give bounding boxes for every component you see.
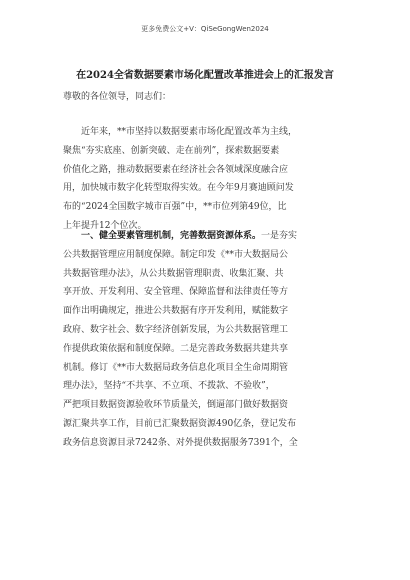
- paragraph-line: 布的“2024全国数字城市百强”中，**市位列第49位，比: [63, 202, 287, 213]
- salutation: 尊敬的各位领导，同志们：: [63, 92, 172, 102]
- paragraph-line: 近年来，**市坚持以数据要素市场化配置改革为主线，: [81, 127, 298, 137]
- paragraph-line: 聚焦“夯实底座、创新突破、走在前列”，探索数据要素: [63, 145, 280, 156]
- section-heading-rest: 一是夯实: [261, 231, 298, 241]
- document-title: 在2024全省数据要素市场化配置改革推进会上的汇报发言: [76, 70, 334, 81]
- paragraph-intro: [63, 123, 357, 236]
- paragraph-line: 价值化之路，推动数据要素在经济社会各领域深度融合应: [63, 164, 289, 175]
- paragraph-line: 严把项目数据资源验收环节质量关，倒逼部门做好数据资: [63, 400, 289, 411]
- paragraph-line: 共数据管理办法》，从公共数据管理职责、收集汇聚、共: [63, 268, 284, 279]
- paragraph-line: 政务信息资源目录7242条、对外提供数据服务7391个，全: [63, 437, 298, 448]
- paragraph-line: 公共数据管理应用制度保障。制定印发《**市大数据局公: [63, 249, 289, 260]
- paragraph-line: 理办法》，坚持“不共享、不立项、不拨款、不验收”，: [63, 381, 275, 392]
- paragraph-line: 源汇聚共享工作，目前已汇聚数据资源490亿条，登记发布: [63, 418, 297, 429]
- paragraph-line: 面作出明确规定，推进公共数据有序开发利用，赋能数字: [63, 306, 289, 317]
- header-note: 更多免费公文+V：QiSeGongWen2024: [141, 25, 269, 33]
- section-heading-line: [63, 227, 357, 246]
- paragraph-line: 作提供政策依据和制度保障。二是完善政务数据共建共享: [63, 343, 289, 354]
- paragraph-line: 政府、数字社会、数字经济创新发展，为公共数据管理工: [63, 324, 289, 335]
- paragraph-line: 机制。修订《**市大数据局政务信息化项目全生命周期管: [63, 362, 289, 373]
- section-heading: 一、健全要素管理机制，完善数据资源体系。: [81, 231, 262, 241]
- paragraph-line: 用，加快城市数字化转型取得实效。在今年9月赛迪顾问发: [63, 183, 294, 194]
- paragraph-line: 享开放、开发利用、安全管理、保障监督和法律责任等方: [63, 287, 289, 298]
- paragraph-line: 上年提升12个位次。: [63, 220, 147, 231]
- paragraph-section-one: [63, 227, 357, 453]
